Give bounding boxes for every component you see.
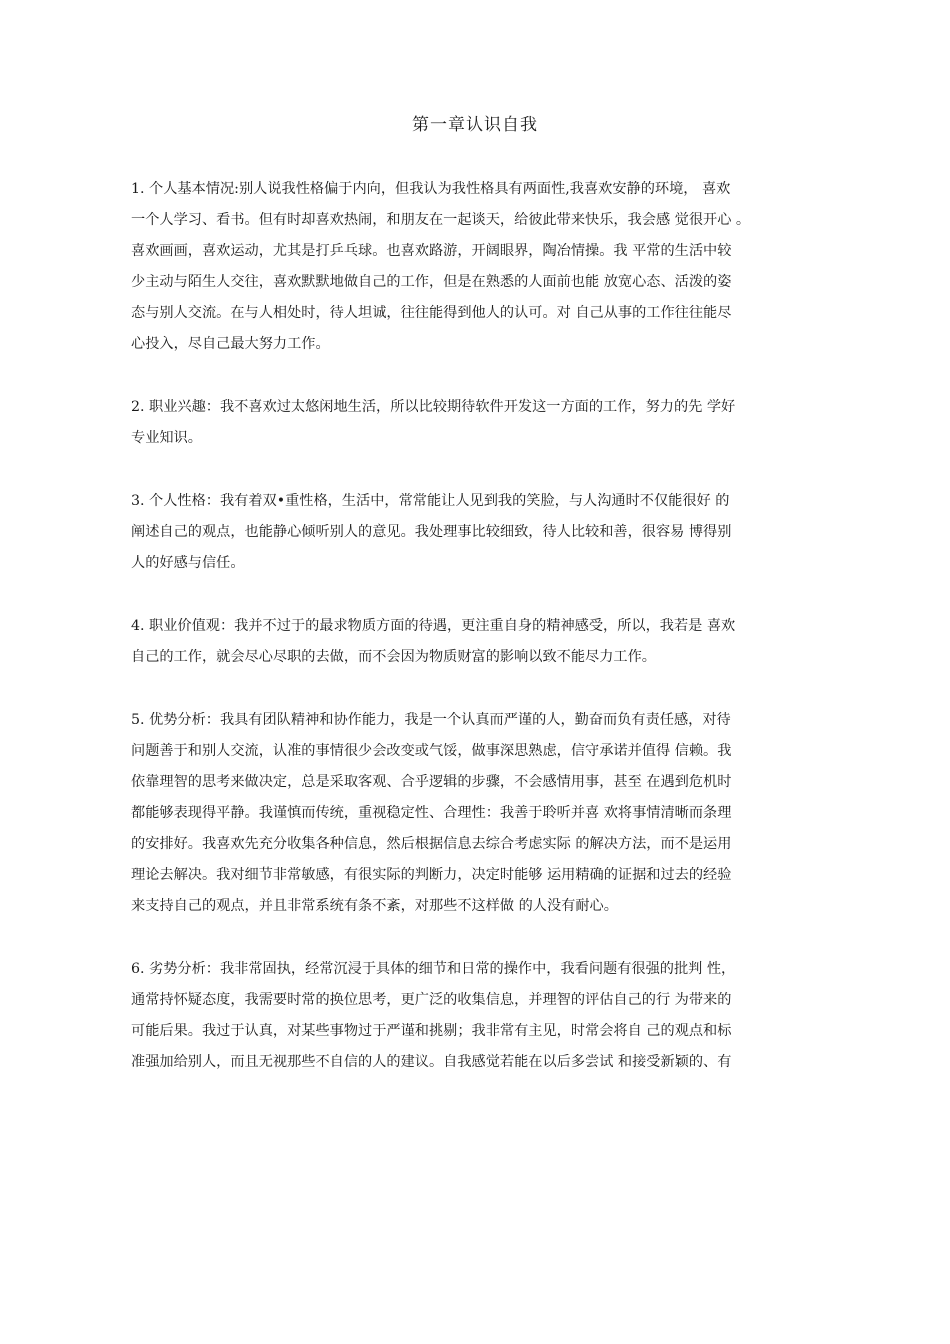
text-line: 的安排好。我喜欢先充分收集各种信息，然后根据信息去综合考虑实际 的解决方法，而不是运用 xyxy=(131,836,732,852)
text-line: 2. 职业兴趣：我不喜欢过太悠闲地生活，所以比较期待软件开发这一方面的工作，努力的先 学好 xyxy=(131,399,736,415)
text-line: 心投入，尽自己最大努力工作。 xyxy=(131,336,330,352)
text-line: 3. 个人性格：我有着双•重性格，生活中，常常能让人见到我的笑脸，与人沟通时不仅能很好 的 xyxy=(131,493,730,509)
text-line: 自己的工作，就会尽心尽职的去做，而不会因为物质财富的影响以致不能尽力工作。 xyxy=(131,649,656,665)
text-line: 5. 优势分析：我具有团队精神和协作能力，我是一个认真而严谨的人，勤奋而负有责任感，对待 xyxy=(131,712,731,728)
text-line: 人的好感与信任。 xyxy=(131,555,245,571)
document-body xyxy=(131,174,826,1110)
text-line: 准强加给别人，而且无视那些不自信的人的建议。自我感觉若能在以后多尝试 和接受新颖的、有 xyxy=(131,1054,732,1070)
text-line: 态与别人交流。在与人相处时，待人坦诚，往往能得到他人的认可。对 自己从事的工作往往能尽 xyxy=(131,305,732,321)
text-line: 6. 劣势分析：我非常固执，经常沉浸于具体的细节和日常的操作中，我看问题有很强的批判 性， xyxy=(131,961,736,977)
text-line: 4. 职业价值观：我并不过于的最求物质方面的待遇，更注重自身的精神感受，所以，我若是 喜欢 xyxy=(131,618,736,634)
text-line: 阐述自己的观点，也能静心倾听别人的意见。我处理事比较细致，待人比较和善，很容易 博得别 xyxy=(131,524,732,540)
text-line: 通常持怀疑态度，我需要时常的换位思考，更广泛的收集信息，并理智的评估自己的行 为带来的 xyxy=(131,992,732,1008)
paragraph-career-values xyxy=(131,611,826,673)
text-line: 都能够表现得平静。我谨慎而传统，重视稳定性、合理性：我善于聆听并喜 欢将事情清晰而条理 xyxy=(131,805,732,821)
paragraph-career-interest xyxy=(131,392,826,454)
text-line: 喜欢画画，喜欢运动，尤其是打乒乓球。也喜欢路游，开阔眼界，陶冶情操。我 平常的生活中较 xyxy=(131,243,732,259)
paragraph-strengths xyxy=(131,705,826,922)
text-line: 理论去解决。我对细节非常敏感，有很实际的判断力，决定时能够 运用精确的证据和过去的经验 xyxy=(131,867,732,883)
text-line: 1. 个人基本情况:别人说我性格偏于内向，但我认为我性格具有两面性,我喜欢安静的环境， 喜欢 xyxy=(131,181,731,197)
text-line: 来支持自己的观点，并且非常系统有条不紊，对那些不这样做 的人没有耐心。 xyxy=(131,898,618,914)
text-line: 可能后果。我过于认真，对某些事物过于严谨和挑剔；我非常有主见，时常会将自 己的观点和标 xyxy=(131,1023,732,1039)
paragraph-personal-info xyxy=(131,174,826,360)
text-line: 专业知识。 xyxy=(131,430,202,446)
text-line: 问题善于和别人交流，认准的事情很少会改变或气馁，做事深思熟虑，信守承诺并值得 信赖。我 xyxy=(131,743,732,759)
paragraph-personality xyxy=(131,486,826,579)
paragraph-weaknesses xyxy=(131,954,826,1078)
chapter-title: 第一章认识自我 xyxy=(412,115,538,135)
text-line: 依靠理智的思考来做决定，总是采取客观、合乎逻辑的步骤，不会感情用事，甚至 在遇到危机时 xyxy=(131,774,732,790)
text-line: 少主动与陌生人交往，喜欢默默地做自己的工作，但是在熟悉的人面前也能 放宽心态、活泼的姿 xyxy=(131,274,732,290)
text-line: 一个人学习、看书。但有时却喜欢热闹，和朋友在一起谈天，给彼此带来快乐，我会感 觉很开心 。 xyxy=(131,212,751,228)
